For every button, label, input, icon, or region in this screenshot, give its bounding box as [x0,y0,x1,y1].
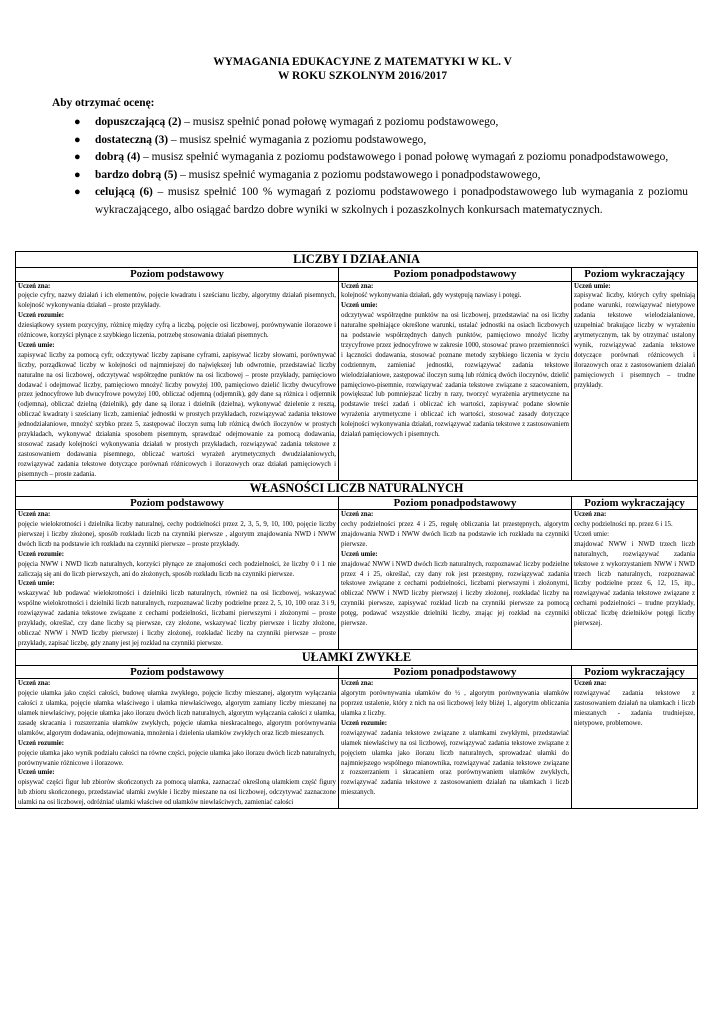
requirement-text: pojęcia NWW i NWD liczb naturalnych, korzyści płynące ze znajomości cech podzielności, że liczby 0 i 1 nie zaliczają się ani do liczb pierwszych, ani do złożonych, sposób rozkładu liczb na czynniki pierwsze. [18,560,336,578]
grade-item [52,132,688,150]
grade-item [52,149,688,167]
requirement-text: pojęcie ułamka jako wynik podziału całości na równe części, pojęcie ułamka jako ilorazu dwóch liczb naturalnych, porównywanie różnicowe i ilorazowe. [18,749,336,767]
label-knows: Uczeń zna: [18,511,51,519]
grade-name: bardzo dobrą (5) [95,168,178,181]
requirement-text: zapisywać liczby za pomocą cyfr, odczytywać liczby zapisane cyframi, zapisywać liczby słowami, porównywać liczby, porządkować liczby w kolejności od najmniejszej do największej lub odwrotnie, przedstawiać liczby naturalne na osi liczbowej, odczytywać współrzędne punktów na osi liczbowej – proste przykłady, pamięciowo dodawać i odejmować liczby, pamięciowo mnożyć liczby powyżej 100, pamięciowo dzielić liczby dwucyfrowe przez jednocyfrowe lub dwucyfrowe powyżej 100, obliczać odjemną (odjemnik), gdy dane są różnica i odjemnik (odjemna), obliczać dzielną (dzielnik), gdy dane są iloraz i dzielnik (dzielna), wykonywać dzielenie z resztą, obliczać kwadraty i sześciany liczb, zamieniać jednostki w prostych przykładach, rozwiązywać zadania tekstowe jednodziałaniowe, mnożyć szybko przez 5, zastępować iloczyn sumą lub różnicą dwóch iloczynów w prostych przykładach, wykonywać działania sposobem pisemnym, sprawdzać odejmowanie za pomocą dodawania, stosować zasady kolejności wykonywania działań w prostych przykładach, rozwiązywać zadania tekstowe z zastosowaniem dodawania pisemnego, obliczać wartości wyrażeń arytmetycznych dwudziałaniowych, rozwiązywać zadania tekstowe dotyczące porównań różnicowych i ilorazowych oraz działań pamięciowych i pisemnych – proste zadania. [18,351,336,478]
bullet-icon: ● [74,116,81,128]
label-can: Uczeń umie: [574,282,611,290]
level-above-header: Poziom ponadpodstawowy [339,665,572,679]
grade-text: – musisz spełnić wymagania z poziomu podstawowego, [168,133,427,146]
requirement-text: wskazywać lub podawać wielokrotności i dzielniki liczb naturalnych, również na osi liczbowej, wskazywać wspólne wielokrotności i dzielniki liczb naturalnych, rozpoznawać liczby podzielne przez 2, 5, 10, 100 oraz 3 i 9, rozwiązywać zadania tekstowe związane z cechami podzielności, liczbami pierwszymi i złożonymi – proste przykłady, określać, czy dane liczby są pierwsze, czy złożone, wskazywać liczby pierwsze i liczby złożone, obliczać NWW i NWD liczby pierwszej i liczby złożonej, rozkładać liczby na czynniki pierwsze – proste przykłady, zapisać liczbę, gdy znany jest jej rozkład na czynniki pierwsze. [18,590,336,647]
extended-level-cell [572,510,698,650]
level-extended-header: Poziom wykraczający [572,665,698,679]
requirement-text: rozwiązywać zadania tekstowe związane z ułamkami zwykłymi, przedstawiać ułamek niewłaściwy na osi liczbowej, rozwiązywać zadania tekstowe związane z pojęciem ułamka jako ilorazu liczb naturalnych, sprowadzać ułamki do najmniejszego wspólnego mianownika, rozwiązywać zadania tekstowe związane z rozszerzaniem i skracaniem oraz porównywaniem ułamków zwykłych, rozwiązywać zadania tekstowe z zastosowaniem działań na ułamkach i liczb mieszanych. [341,729,569,797]
basic-level-cell [16,510,339,650]
requirement-text: zapisywać liczby, których cyfry spełniają podane warunki, rozwiązywać nietypowe zadania tekstowe wielodziałaniowe, uzupełniać brakujące liczby w wyrażeniu arytmetycznym, tak by otrzymać ustalony wynik, rozwiązywać zadania tekstowe dotyczące porównań różnicowych i ilorazowych oraz z zastosowaniem działań pamięciowych i pisemnych – trudne przykłady. [574,292,696,389]
grade-text: – musisz spełnić wymagania z poziomu podstawowego i ponad połowę wymagań z poziomu ponadpodstawowego, [140,151,669,164]
bullet-icon: ● [74,151,81,164]
extended-level-cell [572,281,698,480]
label-knows: Uczeń zna: [574,511,607,519]
requirement-text: pojęcie cyfry, nazwy działań i ich elementów, pojęcie kwadratu i sześcianu liczby, algorytmy działań pisemnych, kolejność wykonywania działań – proste przykłady. [18,292,336,310]
grade-name: dostateczną (3) [95,133,169,146]
requirement-text: algorytm porównywania ułamków do ½ , algorytm porównywania ułamków poprzez ustalenie, który z nich na osi liczbowej leży bliżej 1, algorytm obliczania ułamka z liczby. [341,690,569,718]
label-can: Uczeń umie: [574,530,610,538]
requirement-text: cechy podzielności np. przez 6 i 15. [574,521,673,529]
label-understands: Uczeń rozumie: [341,719,387,727]
label-knows: Uczeń zna: [574,680,607,688]
label-understands: Uczeń rozumie: [18,550,64,558]
bullet-icon: ● [74,168,81,181]
grade-item [52,184,688,219]
label-knows: Uczeń zna: [18,680,51,688]
grade-name: celującą (6) [95,186,153,199]
level-extended-header: Poziom wykraczający [572,268,698,282]
bullet-icon: ● [74,186,81,199]
section-title: LICZBY I DZIAŁANIA [16,252,698,268]
level-basic-header: Poziom podstawowy [16,496,339,510]
level-above-header: Poziom ponadpodstawowy [339,496,572,510]
section-title: UŁAMKI ZWYKŁE [16,649,698,665]
basic-level-cell [16,679,339,809]
grade-name: dobrą (4) [95,151,141,164]
label-understands: Uczeń rozumie: [18,312,64,320]
label-can: Uczeń umie: [341,302,378,310]
requirement-text: znajdować NWW i NWD dwóch liczb naturalnych, rozpoznawać liczby podzielne przez 4 i 25, określać, czy dany rok jest przestępny, rozwiązywać zadania tekstowe związane z cechami podzielności, liczbami pierwszymi i złożonymi, obliczać NWW i NWD liczby pierwszej i liczby złożonej, rozkładać liczby na czynniki pierwsze, zapisywać rozkład liczb na czynniki pierwsze za pomocą potęg, podawać wszystkie dzielniki liczby, znając jej rozkład na czynniki pierwsze. [341,560,569,628]
bullet-icon: ● [74,133,81,146]
grades-list [52,114,688,220]
document-title-line1: WYMAGANIA EDUKACYJNE Z MATEMATYKI W KL. V [213,56,512,68]
level-basic-header: Poziom podstawowy [16,665,339,679]
document-title-line2: W ROKU SZKOLNYM 2016/2017 [277,70,448,82]
above-level-cell [339,510,572,650]
requirement-text: odczytywać współrzędne punktów na osi liczbowej, przedstawiać na osi liczby naturalne spełniające określone warunki, ustalać jednostki na osiach liczbowych na podstawie współrzędnych danych punktów, pamięciowo mnożyć liczby trzycyfrowe przez jednocyfrowe w zakresie 1000, stosować prawo przemienności i łączności dodawania, stosować poznane metody szybkiego liczenia w życiu codziennym, zamieniać jednostki, rozwiązywać zadania tekstowe wielodziałaniowe, zastępować iloczyn sumą lub różnicą dwóch iloczynów, dzielić pamięciowo-pisemnie, rozwiązywać zadania tekstowe związane z szacowaniem, powiększać lub pomniejszać liczby n razy, tworzyć wyrażenia arytmetyczne na podstawie treści zadań i obliczać ich wartości, zapisywać podane słownie wyrażenia arytmetyczne i obliczać ich wartości, stosować zasady dotyczące kolejności wykonywania działań, rozwiązywać zadania tekstowe z zastosowaniem działań pamięciowych i pisemnych. [341,312,569,439]
label-can: Uczeń umie: [18,580,55,588]
requirement-text: kolejność wykonywania działań, gdy występują nawiasy i potęgi. [341,292,522,300]
grade-text: – musisz spełnić 100 % wymagań z poziomu podstawowego i ponadpodstawowego lub wymagania z poziomu wykraczającego, albo osiągać bardzo dobre wyniki w szkolnych i pozaszkolnych konkursach matematycznych. [95,186,688,216]
grade-text: – musisz spełnić ponad połowę wymagań z poziomu podstawowego, [181,116,499,128]
above-level-cell [339,679,572,809]
requirements-table [15,251,698,809]
label-can: Uczeń umie: [18,341,55,349]
section-title: WŁASNOŚCI LICZB NATURALNYCH [16,480,698,496]
label-can: Uczeń umie: [341,550,378,558]
level-above-header: Poziom ponadpodstawowy [339,268,572,282]
requirement-text: znajdować NWW i NWD trzech liczb naturalnych, rozwiązywać zadania tekstowe z wykorzystaniem NWW i NWD trzech liczb naturalnych, rozpoznawać liczby podzielne przez 6, 12, 15, itp., rozwiązywać zadania tekstowe związane z cechami podzielności – trudne przykłady, obliczać liczbę dzielników potęgi liczby pierwszej. [574,540,696,628]
grade-item [52,114,688,132]
label-knows: Uczeń zna: [341,282,374,290]
level-basic-header: Poziom podstawowy [16,268,339,282]
grade-text: – musisz spełnić wymagania z poziomu podstawowego i ponadpodstawowego, [177,168,541,181]
requirement-text: pojęcie wielokrotności i dzielnika liczby naturalnej, cechy podzielności przez 2, 3, 5, 9, 10, 100, pojęcie liczby pierwszej i liczby złożonej, sposób rozkładu liczb na czynniki pierwsze , algorytm znajdowania NWD i NWW dwóch liczb na podstawie ich rozkładu na czynniki pierwsze – proste przykłady. [18,521,336,548]
requirement-text: cechy podzielności przez 4 i 25, regułę obliczania lat przestępnych, algorytm znajdowania NWD i NWW dwóch liczb na podstawie ich rozkładu na czynniki pierwsze. [341,521,569,548]
label-knows: Uczeń zna: [341,511,374,519]
label-understands: Uczeń rozumie: [18,739,64,747]
extended-level-cell [572,679,698,809]
label-can: Uczeń umie: [18,769,55,777]
basic-level-cell [16,281,339,480]
requirement-text: pojęcie ułamka jako części całości, budowę ułamka zwykłego, pojęcie liczby mieszanej, algorytm wyłączania całości z ułamka, pojęcie ułamka właściwego i ułamka niewłaściwego, algorytm zamiany liczby mieszanej na ułamek niewłaściwy, pojęcie ułamka jako ilorazu dwóch liczb naturalnych, algorytm wyłączania całości z ułamka, zasadę skracania i rozszerzania ułamków zwykłych, pojęcie ułamka nieskracalnego, algorytm porównywania ułamków, algorytm dodawania, odejmowania, mnożenia i dzielenia ułamków zwykłych oraz liczb mieszanych. [18,690,336,737]
label-knows: Uczeń zna: [18,282,51,290]
label-knows: Uczeń zna: [341,680,374,688]
requirement-text: rozwiązywać zadania tekstowe z zastosowaniem działań na ułamkach i liczb mieszanych - zadania trudniejsze, nietypowe, problemowe. [574,690,696,727]
grade-name: dopuszczającą (2) [95,116,182,128]
intro-text: Aby otrzymać ocenę: [52,97,155,109]
requirement-text: dziesiątkowy system pozycyjny, różnicę między cyfrą a liczbą, pojęcie osi liczbowej, porównywanie ilorazowe i różnicowe, korzyści płynące z szybkiego liczenia, potrzebę stosowania działań pisemnych. [18,322,336,340]
grade-item [52,167,688,185]
requirement-text: opisywać części figur lub zbiorów skończonych za pomocą ułamka, zaznaczać określoną ułamkiem część figury lub zbioru skończonego, przedstawiać ułamki zwykłe i liczby mieszane na osi liczbowej, odczytywać zaznaczone ułamki na osi liczbowej, odróżniać ułamki właściwe od ułamków niewłaściwych, zamieniać całości [18,779,336,807]
level-extended-header: Poziom wykraczający [572,496,698,510]
above-level-cell [339,281,572,480]
